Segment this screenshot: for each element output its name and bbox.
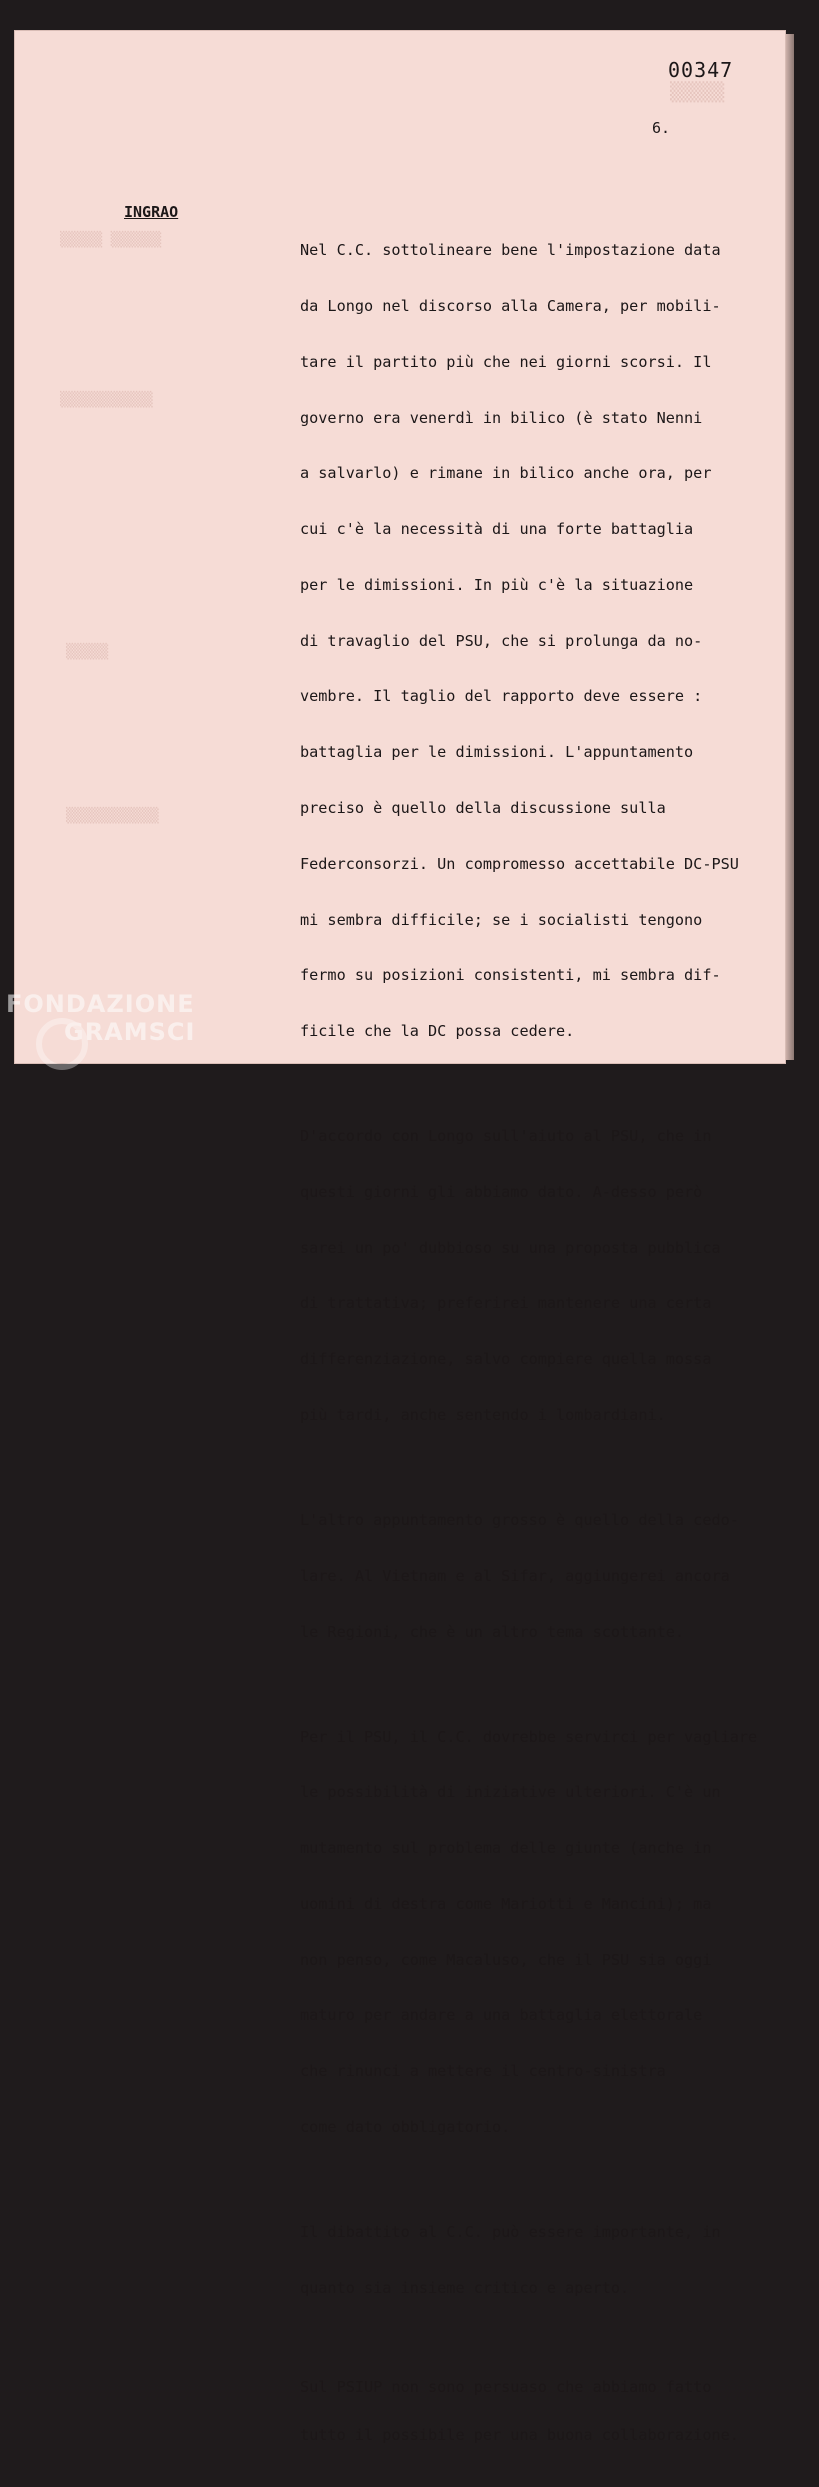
text-line: non penso, come Macaluso, che il PSU sia oggi (300, 1950, 712, 1969)
text-line: Federconsorzi. Un compromesso accettabile DC-PSU (300, 854, 739, 873)
text-line: che rinunci a mettere il centro-sinistra (300, 2062, 666, 2081)
text-line: mi sembra difficile; se i socialisti tengono (300, 910, 703, 929)
text-line: Il dibattito al C.C. può essere importante, in (300, 2222, 721, 2241)
text-line: battaglia per le dimissioni. L'appuntamento (300, 743, 694, 762)
text-line: tare il partito più che nei giorni scorsi. Il (300, 352, 712, 371)
text-line: come dato obbligatorio. (300, 2117, 511, 2136)
text-line: D'accordo con Longo sull'aiuto al PSU, che in (300, 1127, 712, 1146)
bleed-through-text: ▒▒▒▒▒▒▒▒▒▒▒ (66, 808, 159, 824)
text-line: fermo su posizioni consistenti, mi sembra dif- (300, 966, 721, 985)
watermark-line1: FONDAZIONE (6, 990, 195, 1018)
text-line: differenziazione, salvo compiere quella mossa (300, 1350, 712, 1369)
text-line: uomini di destra come Mariotti e Mancini); ma (300, 1894, 712, 1913)
text-line: le possibilità di iniziative ulteriori. C'è un (300, 1783, 721, 1802)
paragraph (300, 2347, 790, 2475)
page-number: 6. (652, 119, 671, 137)
paragraph (300, 1474, 790, 1679)
text-line: mutamento sul problema delle giunte (anche in (300, 1839, 712, 1858)
text-line: maturo per andare a una battaglia elettorale (300, 2006, 703, 2025)
paragraph (300, 1690, 790, 2173)
text-line: preciso è quello della discussione sulla (300, 799, 666, 817)
text-line: da Longo nel discorso alla Camera, per mobili- (300, 296, 721, 315)
text-line: vembre. Il taglio del rapporto deve essere : (300, 687, 703, 706)
bleed-through-text: ▒▒▒▒▒ ▒▒▒▒▒▒ (60, 232, 162, 248)
bleed-through-text: ▒▒▒▒▒ (66, 644, 109, 660)
text-line: le Regioni, che è un altro tema scottante. (300, 1622, 685, 1641)
text-line: di travaglio del PSU, che si prolunga da no- (300, 631, 703, 650)
text-line: tutto il possibile per una buona collaborazione. (300, 2425, 739, 2444)
text-line: di trattativa; preferirei mantenere una certa (300, 1294, 712, 1313)
text-line: governo era venerdì in bilico (è stato Nenni (300, 408, 703, 427)
gramsci-circle-icon (36, 1018, 88, 1070)
text-line: più tardi, anche sentendo i lombardiani. (300, 1406, 666, 1424)
text-line: quanto sia insieme critico e aperto. (300, 2278, 630, 2297)
text-line: Sul PSIUP non sono persuaso che abbiamo fatto (300, 2377, 712, 2396)
text-line: L'altro appuntamento grosso è quello della cedo- (300, 1510, 739, 1529)
text-line: per le dimissioni. In più c'è la situazione (300, 575, 694, 594)
text-line: a salvarlo) e rimane in bilico anche ora, per (300, 464, 712, 483)
paragraph (300, 1090, 790, 1462)
paragraph (300, 2186, 790, 2335)
text-line: Nel C.C. sottolineare bene l'impostazione data (300, 241, 721, 260)
speaker-name: INGRAO (124, 203, 179, 221)
bleed-through-text: ▒▒▒▒▒ (670, 82, 725, 103)
text-line: Per il PSU, il C.C. dovrebbe servirci per vagliare (300, 1727, 758, 1746)
document-number: 00347 (668, 58, 734, 82)
text-line: sarei un po' dubbioso su una proposta pubblica (300, 1238, 721, 1257)
text-line: lare. Al Vietnam e al Sifar, aggiungerei ancora (300, 1566, 730, 1585)
watermark-logo (6, 990, 195, 1046)
speech-body (300, 204, 790, 2487)
text-line: ficile che la DC possa cedere. (300, 1022, 575, 1041)
bleed-through-text: ▒▒▒▒▒▒▒▒▒▒▒ (60, 392, 153, 408)
text-line: questi giorni gli abbiamo dato. A-desso però (300, 1182, 703, 1201)
text-line: cui c'è la necessità di una forte battaglia (300, 520, 694, 539)
paragraph (300, 204, 790, 1078)
watermark-line2: GRAMSCI (64, 1018, 196, 1046)
